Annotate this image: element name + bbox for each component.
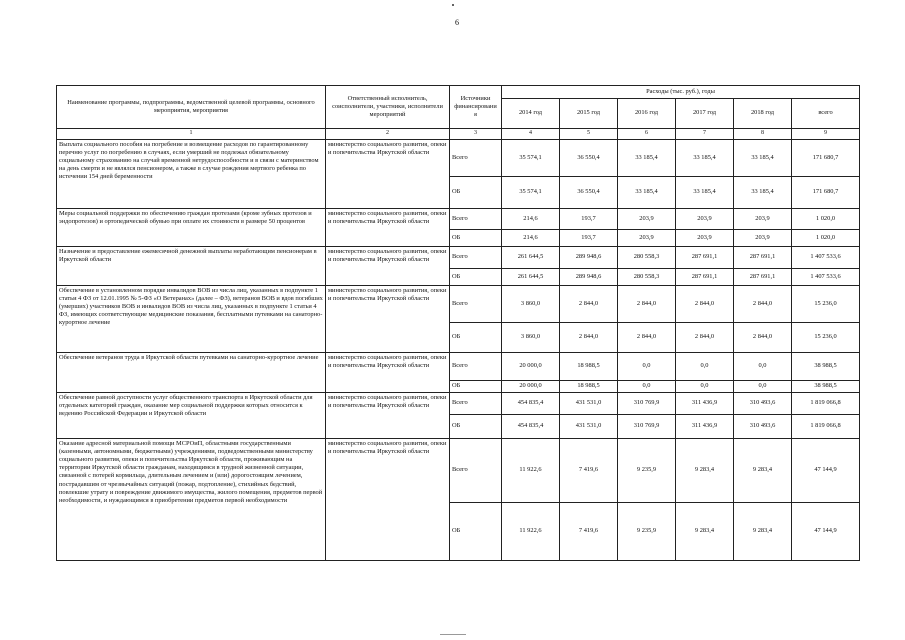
value-2015: 289 948,6	[560, 268, 618, 285]
value-2014: 3 860,0	[502, 285, 560, 322]
value-2014: 454 835,4	[502, 414, 560, 438]
value-total: 38 988,5	[792, 352, 860, 380]
value-2016: 280 558,3	[618, 268, 676, 285]
budget-table	[56, 85, 860, 561]
column-number: 3	[450, 129, 502, 140]
funding-source: ОБ	[450, 380, 502, 392]
value-total: 47 144,9	[792, 438, 860, 502]
value-2016: 33 185,4	[618, 139, 676, 176]
funding-source: ОБ	[450, 502, 502, 560]
table-row	[57, 139, 860, 176]
funding-source: Всего	[450, 139, 502, 176]
page-number: 6	[455, 18, 459, 27]
value-2016: 310 769,9	[618, 414, 676, 438]
value-2017: 2 844,0	[676, 285, 734, 322]
value-2018: 0,0	[734, 380, 792, 392]
activity-name: Обеспечение ветеранов труда в Иркутской области путевками на санаторно-курортное лечение	[57, 352, 326, 392]
activity-name: Назначение и предоставление ежемесячной денежной выплаты неработающим пенсионерам в Иркутской области	[57, 246, 326, 285]
value-2014: 261 644,5	[502, 246, 560, 268]
value-2015: 36 550,4	[560, 139, 618, 176]
value-total: 47 144,9	[792, 502, 860, 560]
value-2014: 35 574,1	[502, 176, 560, 208]
column-number: 5	[560, 129, 618, 140]
value-total: 15 236,0	[792, 285, 860, 322]
scan-mark	[440, 634, 466, 635]
value-total: 38 988,5	[792, 380, 860, 392]
value-2015: 18 988,5	[560, 352, 618, 380]
table-row	[57, 352, 860, 380]
column-number: 4	[502, 129, 560, 140]
value-2014: 454 835,4	[502, 392, 560, 414]
header-name: Наименование программы, подпрограммы, ведомственной целевой программы, основного мероприятия, мероприятия	[57, 86, 326, 129]
column-number: 9	[792, 129, 860, 140]
header-year-2014: 2014 год	[502, 98, 560, 128]
value-total: 15 236,0	[792, 322, 860, 352]
value-2018: 0,0	[734, 352, 792, 380]
value-2018: 310 493,6	[734, 414, 792, 438]
table-row	[57, 285, 860, 322]
funding-source: Всего	[450, 438, 502, 502]
column-number-row	[57, 129, 860, 140]
header-year-2015: 2015 год	[560, 98, 618, 128]
value-2016: 203,9	[618, 208, 676, 229]
column-number: 8	[734, 129, 792, 140]
funding-source: Всего	[450, 352, 502, 380]
activity-executor: министерство социального развития, опеки и попечительства Иркутской области	[326, 438, 450, 560]
funding-source: ОБ	[450, 176, 502, 208]
value-2016: 9 235,9	[618, 438, 676, 502]
value-2015: 2 844,0	[560, 285, 618, 322]
value-2017: 9 283,4	[676, 438, 734, 502]
table-row	[57, 392, 860, 414]
activity-executor: министерство социального развития, опеки и попечительства Иркутской области	[326, 139, 450, 208]
value-2014: 214,6	[502, 229, 560, 246]
value-2016: 9 235,9	[618, 502, 676, 560]
value-2018: 33 185,4	[734, 139, 792, 176]
value-2015: 431 531,0	[560, 392, 618, 414]
activity-name: Оказание адресной материальной помощи МСРОиП, областными государственными (казенными, автономными, бюджетными) учреждениями, подведомственными министерству социального развития, опеки и попечительства Иркутской области, проживающим на территории Иркутской области гражданам, находящимся в трудной жизненной ситуации, связанной с потерей кормильца, длительным лечением и (или) дорогостоящим лечением, пострадавшим от чрезвычайных ситуаций (пожар, подтопление), стихийных бедствий, повлекшие утрату и повреждение движимого имущества, жилого помещения, предметов первой необходимости, и нуждающимся в приобретении предметов первой необходимости	[57, 438, 326, 560]
value-2018: 203,9	[734, 229, 792, 246]
value-2018: 2 844,0	[734, 285, 792, 322]
value-2015: 36 550,4	[560, 176, 618, 208]
funding-source: ОБ	[450, 229, 502, 246]
value-2017: 33 185,4	[676, 176, 734, 208]
header-expenses: Расходы (тыс. руб.), годы	[502, 86, 860, 99]
value-2016: 280 558,3	[618, 246, 676, 268]
value-2014: 20 000,0	[502, 380, 560, 392]
header-year-2017: 2017 год	[676, 98, 734, 128]
value-2015: 2 844,0	[560, 322, 618, 352]
activity-executor: министерство социального развития, опеки и попечительства Иркутской области	[326, 392, 450, 438]
value-2016: 2 844,0	[618, 322, 676, 352]
value-2017: 203,9	[676, 229, 734, 246]
value-2017: 287 691,1	[676, 268, 734, 285]
value-2017: 0,0	[676, 352, 734, 380]
value-2016: 310 769,9	[618, 392, 676, 414]
value-2014: 20 000,0	[502, 352, 560, 380]
value-2017: 287 691,1	[676, 246, 734, 268]
funding-source: Всего	[450, 392, 502, 414]
value-2014: 11 922,6	[502, 502, 560, 560]
value-2017: 311 436,9	[676, 414, 734, 438]
value-total: 1 407 533,6	[792, 246, 860, 268]
table-row	[57, 208, 860, 229]
value-2018: 9 283,4	[734, 438, 792, 502]
header-year-2018: 2018 год	[734, 98, 792, 128]
value-total: 171 680,7	[792, 176, 860, 208]
activity-name: Выплата социального пособия на погребение и возмещение расходов по гарантированному перечню услуг по погребению в случаях, если умерший не подлежал обязательному социальному страхованию на случай временной нетрудоспособности и в связи с материнством на день смерти и не являлся пенсионером, а также в случае рождения мертвого ребенка по истечении 154 дней беременности	[57, 139, 326, 208]
value-2015: 193,7	[560, 229, 618, 246]
value-2016: 203,9	[618, 229, 676, 246]
value-total: 1 020,0	[792, 208, 860, 229]
column-number: 7	[676, 129, 734, 140]
header-source: Источники финансировани я	[450, 86, 502, 129]
value-2016: 0,0	[618, 380, 676, 392]
funding-source: Всего	[450, 208, 502, 229]
value-2014: 214,6	[502, 208, 560, 229]
value-2017: 2 844,0	[676, 322, 734, 352]
funding-source: ОБ	[450, 414, 502, 438]
value-2016: 0,0	[618, 352, 676, 380]
value-2015: 193,7	[560, 208, 618, 229]
value-2015: 7 419,6	[560, 438, 618, 502]
activity-name: Меры социальной поддержки по обеспечению граждан протезами (кроме зубных протезов и эндопротезов) и ортопедической обувью при оплате их стоимости в размере 50 процентов	[57, 208, 326, 246]
value-2018: 287 691,1	[734, 246, 792, 268]
value-2015: 7 419,6	[560, 502, 618, 560]
value-2017: 311 436,9	[676, 392, 734, 414]
value-2018: 9 283,4	[734, 502, 792, 560]
activity-executor: министерство социального развития, опеки и попечительства Иркутской области	[326, 246, 450, 285]
value-2015: 289 948,6	[560, 246, 618, 268]
activity-name: Обеспечение равной доступности услуг общественного транспорта в Иркутской области для отдельных категорий граждан, оказание мер социальной поддержки которых относится к ведению Российской Федерации и Иркутской области	[57, 392, 326, 438]
value-2015: 18 988,5	[560, 380, 618, 392]
value-2018: 203,9	[734, 208, 792, 229]
column-number: 1	[57, 129, 326, 140]
header-executor: Ответственный исполнитель, соисполнители, участники, исполнители мероприятий	[326, 86, 450, 129]
value-2017: 0,0	[676, 380, 734, 392]
value-total: 1 020,0	[792, 229, 860, 246]
value-2018: 287 691,1	[734, 268, 792, 285]
funding-source: ОБ	[450, 322, 502, 352]
value-2017: 203,9	[676, 208, 734, 229]
activity-executor: министерство социального развития, опеки и попечительства Иркутской области	[326, 285, 450, 352]
value-2017: 9 283,4	[676, 502, 734, 560]
value-2014: 35 574,1	[502, 139, 560, 176]
table-row	[57, 438, 860, 502]
activity-executor: министерство социального развития, опеки и попечительства Иркутской области	[326, 208, 450, 246]
scan-dot	[452, 4, 454, 6]
header-total: всего	[792, 98, 860, 128]
value-total: 1 819 066,8	[792, 414, 860, 438]
value-total: 1 819 066,8	[792, 392, 860, 414]
value-2018: 33 185,4	[734, 176, 792, 208]
header-year-2016: 2016 год	[618, 98, 676, 128]
funding-source: ОБ	[450, 268, 502, 285]
table-row	[57, 246, 860, 268]
value-2016: 33 185,4	[618, 176, 676, 208]
funding-source: Всего	[450, 285, 502, 322]
value-2014: 11 922,6	[502, 438, 560, 502]
value-total: 1 407 533,6	[792, 268, 860, 285]
column-number: 6	[618, 129, 676, 140]
activity-executor: министерство социального развития, опеки и попечительства Иркутской области	[326, 352, 450, 392]
value-2017: 33 185,4	[676, 139, 734, 176]
value-2015: 431 531,0	[560, 414, 618, 438]
funding-source: Всего	[450, 246, 502, 268]
value-2018: 310 493,6	[734, 392, 792, 414]
value-total: 171 680,7	[792, 139, 860, 176]
activity-name: Обеспечение в установленном порядке инвалидов ВОВ из числа лиц, указанных в подпункте 1 статьи 4 ФЗ от 12.01.1995 № 5-ФЗ «О Ветеранах» (далее – ФЗ), ветеранов ВОВ и вдов погибших (умерших) участников ВОВ и инвалидов ВОВ из числа лиц, указанных в подпункте 1 статьи 4 ФЗ, имеющих соответствующие медицинские показания, бесплатными путевками на санаторно-курортное лечение	[57, 285, 326, 352]
value-2014: 261 644,5	[502, 268, 560, 285]
value-2018: 2 844,0	[734, 322, 792, 352]
column-number: 2	[326, 129, 450, 140]
value-2016: 2 844,0	[618, 285, 676, 322]
value-2014: 3 860,0	[502, 322, 560, 352]
